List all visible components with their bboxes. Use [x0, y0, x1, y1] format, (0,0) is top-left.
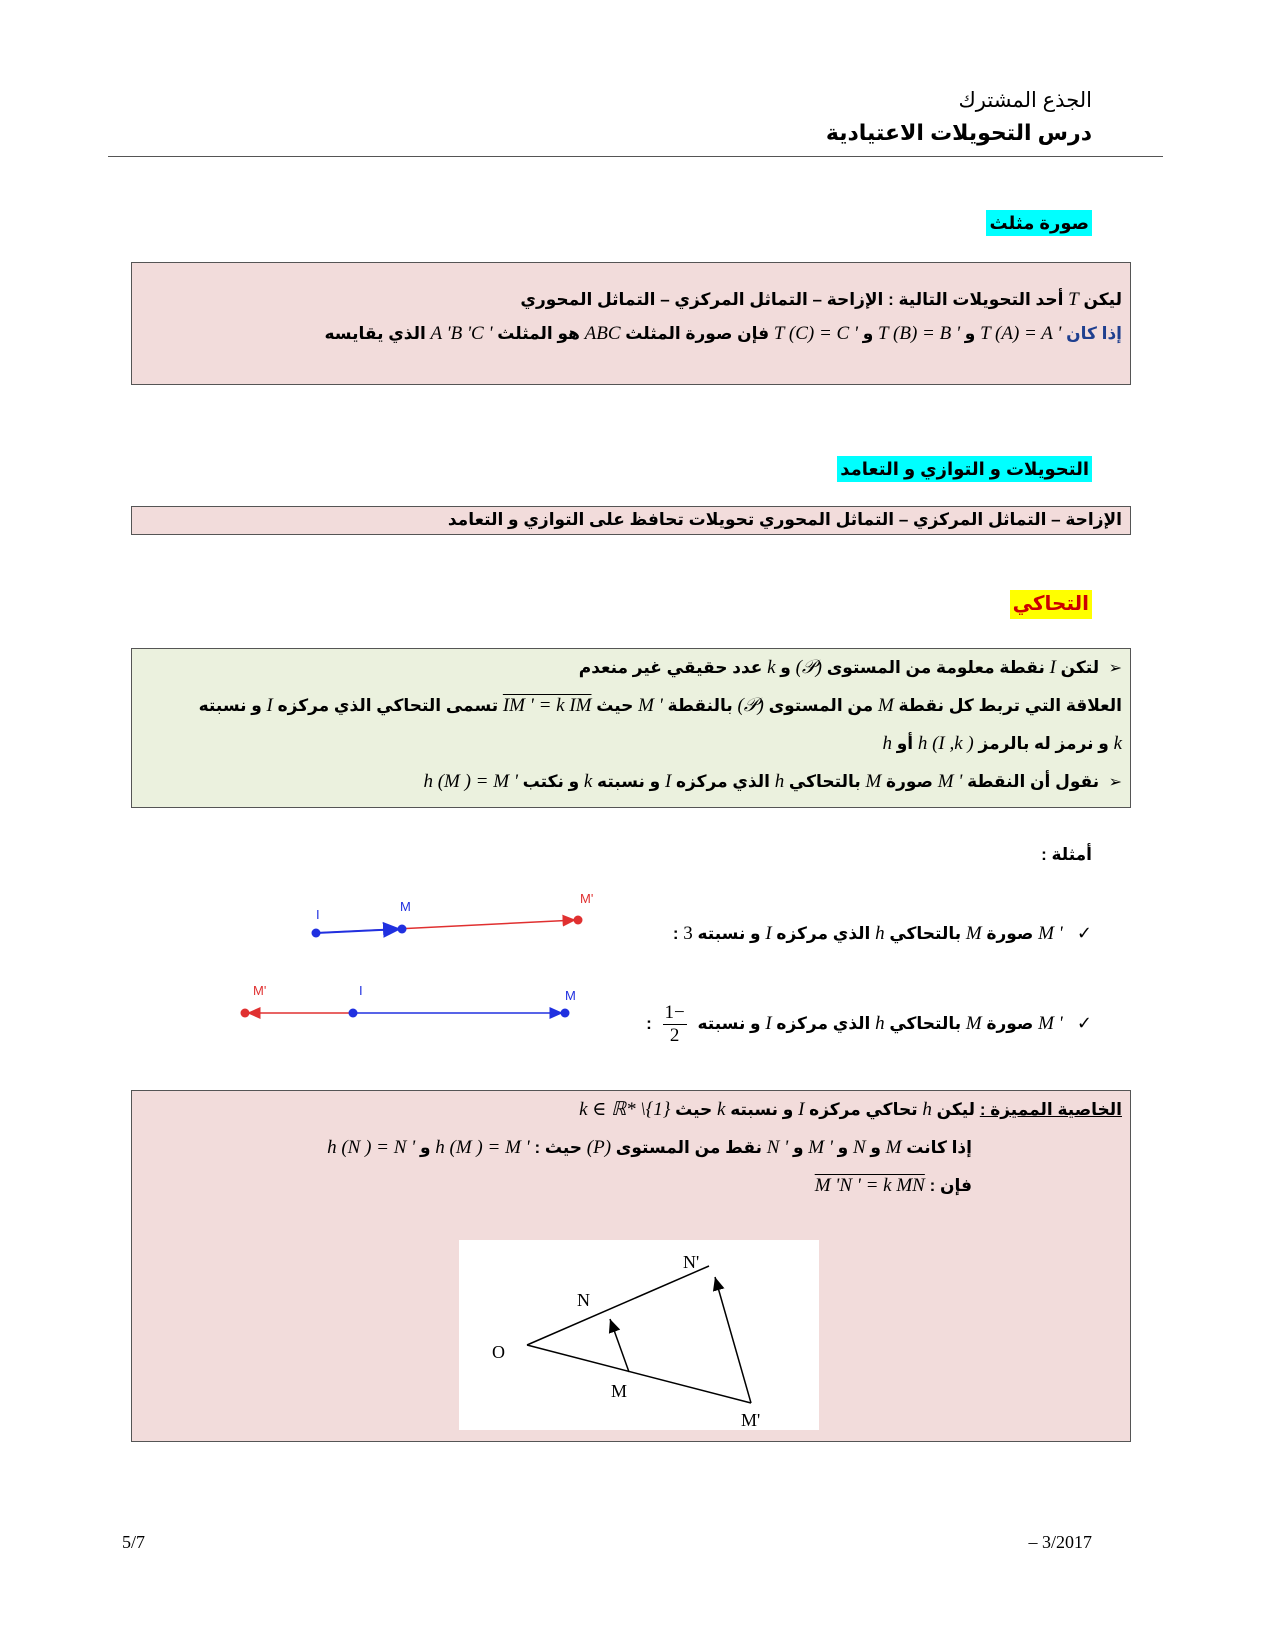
math-I: I — [765, 1012, 772, 1034]
text: و نسبته — [697, 924, 761, 943]
math-eq: h (M ) = M ' — [423, 771, 518, 792]
label-M: M — [400, 899, 411, 914]
text: و — [964, 324, 976, 343]
point-M — [398, 925, 407, 934]
text: تحاكي مركزه — [809, 1100, 918, 1119]
math-eq: h (N ) = N ' — [327, 1137, 416, 1158]
header-divider — [108, 156, 1163, 157]
math-M-prime: M ' — [1038, 1012, 1063, 1034]
footer-date: – 3/2017 — [1028, 1532, 1092, 1552]
parallel-text: الإزاحة – التماثل المركزي – التماثل المحوري تحويلات تحافظ على التوازي و التعامد — [447, 510, 1122, 529]
label-M: M — [565, 988, 576, 1003]
point-M — [561, 1009, 570, 1018]
footer-page-number: 5/7 — [122, 1532, 146, 1552]
point-M-prime — [574, 916, 583, 925]
text: نقول أن النقطة — [967, 772, 1100, 791]
text: صورة — [986, 924, 1034, 943]
text: الذي مركزه — [776, 1013, 871, 1033]
label-I: I — [359, 983, 363, 998]
text-colon: : — [672, 924, 679, 943]
text: بالتحاكي — [788, 772, 861, 791]
text: هو المثلث — [497, 324, 580, 343]
section-title-homothety: التحاكي — [1010, 590, 1092, 619]
definition-line-2 — [199, 693, 1122, 719]
arrow-bullet-icon: ➢ — [1108, 660, 1122, 677]
definition-line-3 — [882, 731, 1122, 757]
text: فإن صورة المثلث — [625, 324, 770, 343]
math-eq: T (A) = A ' — [980, 323, 1062, 344]
text: الذي يقايسه — [324, 324, 426, 343]
text: حيث — [675, 1100, 713, 1119]
point-M-prime — [241, 1009, 250, 1018]
text: أحد التحويلات التالية : الإزاحة – التماثل المركزي – التماثل المحوري — [520, 290, 1064, 309]
text: العلاقة التي تربط كل نقطة — [898, 696, 1122, 715]
example-2-figure — [235, 982, 585, 1022]
math-M-prime: M ' — [638, 695, 663, 716]
parallel-box — [131, 506, 1131, 535]
math-M-prime: M ' — [937, 771, 963, 792]
math-triangle: ABC — [584, 323, 621, 344]
text: نقطة معلومة من المستوى — [826, 658, 1045, 677]
text: لتكن — [1060, 658, 1100, 677]
label-N: N — [577, 1290, 590, 1310]
math-k: k — [1113, 733, 1122, 754]
text: إذا كانت — [906, 1138, 972, 1157]
definition-line-1 — [579, 655, 1122, 682]
section-title-triangle-image: صورة مثلث — [986, 210, 1092, 236]
label-O: O — [492, 1342, 505, 1362]
vector-MN — [610, 1319, 629, 1372]
text-if: إذا كان — [1066, 324, 1122, 343]
header-subject: الجذع المشترك — [958, 89, 1092, 112]
math-T: T — [1068, 289, 1079, 310]
text: نقط من المستوى — [615, 1138, 762, 1157]
math-k: k — [767, 657, 776, 678]
math-M: M — [865, 771, 882, 792]
example-1-text — [673, 920, 1092, 947]
label-N-prime: N' — [683, 1252, 700, 1272]
text: ليكن — [1083, 290, 1122, 309]
text: و — [419, 1138, 431, 1157]
text: بالنقطة — [667, 696, 733, 715]
math-h: h — [882, 733, 892, 754]
text: و نسبته — [697, 1013, 761, 1033]
text: حيث — [596, 696, 634, 715]
label-M-prime: M' — [580, 891, 594, 906]
homothety-definition-box — [131, 648, 1131, 808]
text: و — [837, 1138, 849, 1157]
math-M: M — [877, 695, 894, 716]
characteristic-property-box — [131, 1090, 1131, 1442]
text: و نكتب — [522, 772, 580, 791]
math-h: h — [875, 923, 885, 944]
math-M: M — [965, 1012, 982, 1034]
text: الذي مركزه — [776, 924, 871, 943]
math-eq: h (M ) = M ' — [435, 1137, 530, 1158]
math-plane: (𝒫) — [737, 695, 764, 716]
text: عدد حقيقي غير منعدم — [578, 658, 763, 677]
math-vector-eq: M 'N ' = k MN — [814, 1175, 925, 1196]
label-I: I — [316, 907, 320, 922]
header-lesson-title: درس التحويلات الاعتيادية — [825, 120, 1092, 145]
math-N: N — [852, 1137, 866, 1158]
text: حيث : — [534, 1138, 583, 1157]
math-M-prime: M ' — [1038, 923, 1063, 944]
fraction — [663, 1002, 687, 1047]
math-M-prime: M ' — [808, 1137, 833, 1158]
text: ليكن — [936, 1100, 976, 1119]
label-M-prime: M' — [741, 1410, 761, 1430]
fraction-denominator: 2 — [669, 1025, 680, 1046]
original-vector — [316, 929, 401, 933]
text-colon: : — [646, 1013, 652, 1033]
label-M: M — [611, 1381, 628, 1401]
math-triangle: A 'B 'C ' — [430, 323, 493, 344]
math-notation: h (I ,k ) — [917, 733, 974, 754]
vector-M-prime-N-prime — [715, 1277, 751, 1403]
math-I: I — [798, 1099, 805, 1120]
math-h: h — [774, 771, 785, 792]
math-eq: T (B) = B ' — [878, 323, 961, 344]
math-I: I — [664, 771, 672, 792]
text: و — [870, 1138, 881, 1157]
check-icon: ✓ — [1076, 923, 1092, 943]
math-N-prime: N ' — [766, 1137, 789, 1158]
text: من المستوى — [768, 696, 874, 715]
text: و نسبته — [730, 1100, 794, 1119]
text: صورة — [986, 1013, 1034, 1033]
text: و — [792, 1138, 804, 1157]
definition-line-4 — [423, 769, 1122, 796]
triangle-line-2 — [324, 321, 1122, 347]
text: و نسبته — [597, 772, 661, 791]
math-plane: (P) — [586, 1137, 612, 1158]
math-ratio: 3 — [683, 923, 693, 944]
example-2-text — [646, 1002, 1092, 1047]
math-plane: (𝒫) — [795, 657, 822, 678]
text: صورة — [886, 772, 933, 791]
math-I: I — [1049, 657, 1056, 678]
example-1-figure — [300, 885, 620, 945]
text: تسمى التحاكي الذي مركزه — [277, 696, 499, 715]
math-eq: T (C) = C ' — [773, 323, 858, 344]
text: فإن : — [929, 1176, 972, 1195]
text: و — [780, 658, 791, 677]
math-M: M — [965, 923, 982, 944]
text: الذي مركزه — [676, 772, 770, 791]
math-k: k — [583, 771, 593, 792]
text: أو — [896, 734, 914, 753]
arrow-bullet-icon: ➢ — [1108, 774, 1122, 791]
math-I: I — [266, 695, 273, 716]
label-M-prime: M' — [253, 983, 267, 998]
fraction-numerator: −1 — [664, 1002, 685, 1023]
property-line-1 — [579, 1097, 1122, 1123]
math-k: k — [717, 1099, 726, 1120]
text: بالتحاكي — [889, 924, 962, 943]
text: بالتحاكي — [889, 1013, 962, 1033]
math-M: M — [885, 1137, 902, 1158]
point-I — [349, 1009, 358, 1018]
text: و نرمز له بالرمز — [978, 734, 1109, 753]
math-I: I — [765, 923, 772, 944]
point-I — [312, 929, 321, 938]
math-set: k ∈ ℝ* \{1} — [579, 1099, 671, 1120]
check-icon: ✓ — [1076, 1012, 1092, 1033]
section-title-parallel: التحويلات و التوازي و التعامد — [837, 456, 1092, 482]
ray-ON — [527, 1266, 709, 1345]
examples-title: أمثلة : — [1041, 845, 1092, 864]
triangle-line-1 — [520, 287, 1122, 313]
math-h: h — [875, 1012, 885, 1034]
ray-OM — [527, 1345, 751, 1403]
property-figure — [459, 1240, 819, 1430]
math-vector-eq: IM ' = k IM — [502, 695, 592, 716]
property-title: الخاصية المميزة : — [979, 1100, 1122, 1119]
triangle-image-box — [131, 262, 1131, 385]
property-line-2 — [327, 1135, 972, 1161]
math-h: h — [922, 1099, 932, 1120]
text: و — [862, 324, 874, 343]
text: و نسبته — [198, 696, 262, 715]
property-line-3 — [815, 1173, 972, 1199]
